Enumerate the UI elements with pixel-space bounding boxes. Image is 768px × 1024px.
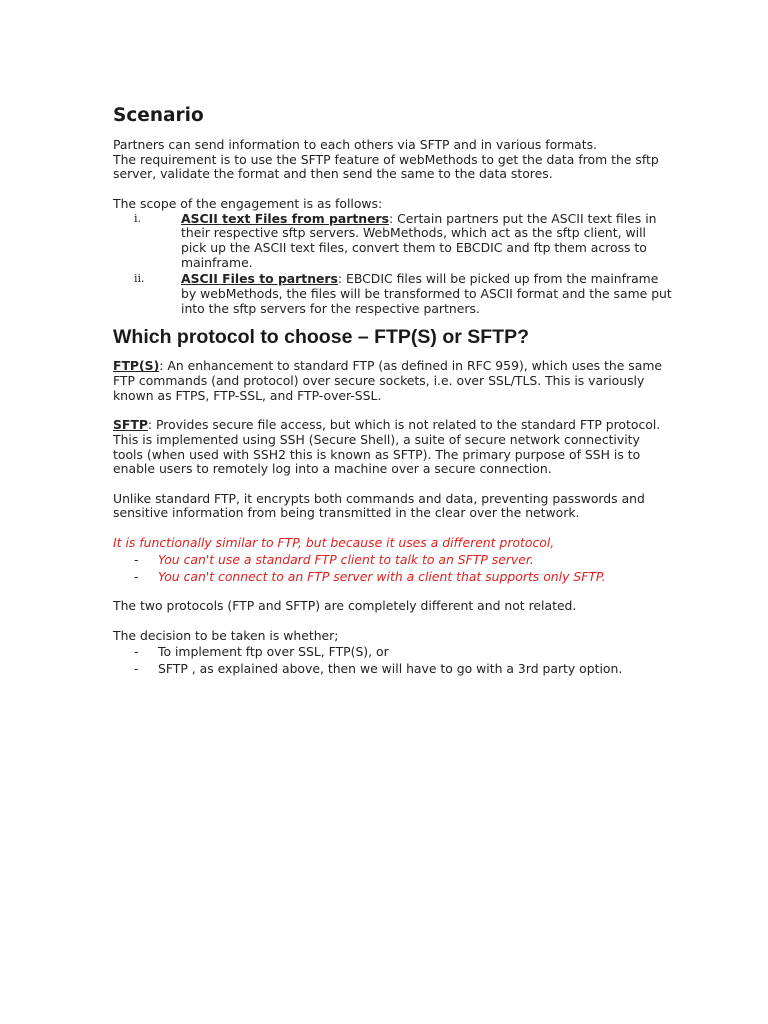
decision-point: To implement ftp over SSL, FTP(S), or [158, 644, 389, 660]
scope-term-ascii-to-partners: ASCII Files to partners [181, 271, 338, 287]
sftp-paragraph [113, 418, 673, 477]
sftp-term: SFTP [113, 417, 148, 433]
scope-list [113, 212, 673, 317]
similar-point: You can't use a standard FTP client to talk to an SFTP server. [158, 551, 534, 567]
decision-point: SFTP , as explained above, then we will have to go with a 3rd party option. [158, 661, 623, 677]
similar-intro: It is functionally similar to FTP, but because it uses a different protocol, [113, 534, 555, 550]
similar-point: You can't connect to an FTP server with a client that supports only SFTP. [158, 568, 606, 584]
ftps-paragraph [113, 359, 673, 403]
list-item [113, 212, 673, 271]
different-paragraph: The two protocols (FTP and SFTP) are completely different and not related. [113, 598, 577, 614]
dash-marker: - [134, 644, 139, 660]
scope-intro: The scope of the engagement is as follows: [113, 195, 383, 211]
scenario-intro-line-2: The requirement is to use the SFTP feature of webMethods to get the data from the sftp server, validate the format and then send the same to the data stores. [113, 151, 659, 182]
scenario-heading: Scenario [113, 105, 204, 126]
list-marker: i. [134, 211, 142, 225]
scenario-intro-line-1: Partners can send information to each others via SFTP and in various formats. [113, 137, 597, 152]
scope-term-ascii-from-partners: ASCII text Files from partners [181, 210, 389, 226]
list-marker: ii. [134, 272, 145, 286]
similar-list [113, 551, 673, 585]
decision-list [113, 643, 673, 677]
list-item [113, 643, 673, 660]
dash-marker: - [134, 551, 139, 567]
unlike-paragraph: Unlike standard FTP, it encrypts both commands and data, preventing passwords and sensitive information from being transmitted in the clear over the network. [113, 490, 645, 521]
ftps-text: : An enhancement to standard FTP (as defined in RFC 959), which uses the same FTP commands (and protocol) over secure sockets, i.e. over SSL/TLS. This is variously known as FTPS, FTP-SSL, and FTP-over-SSL. [113, 358, 663, 403]
scope-text: : Certain partners put the ASCII text files in their respective sftp servers. WebMethods, which act as the sftp client, will pick up the ASCII text files, convert them to EBCDIC and ftp them across to mainframe. [181, 210, 657, 270]
list-item [113, 551, 673, 568]
dash-marker: - [134, 568, 139, 584]
document-page [113, 104, 673, 692]
scope-text: : EBCDIC files will be picked up from the mainframe by webMethods, the files will be transformed to ASCII format and the same put into the sftp servers for the respective partners. [181, 271, 672, 316]
sftp-text: : Provides secure file access, but which is not related to the standard FTP protocol. This is implemented using SSH (Secure Shell), a suite of secure network connectivity tools (when used with SSH2 this is known as SFTP). The primary purpose of SSH is to enable users to remotely log into a machine over a secure connection. [113, 417, 661, 477]
list-item [113, 660, 673, 677]
list-item [113, 272, 673, 316]
dash-marker: - [134, 661, 139, 677]
decision-intro: The decision to be taken is whether; [113, 627, 339, 643]
list-item [113, 568, 673, 585]
protocol-heading: Which protocol to choose – FTP(S) or SFTP? [113, 326, 529, 349]
ftps-term: FTP(S) [113, 358, 160, 374]
